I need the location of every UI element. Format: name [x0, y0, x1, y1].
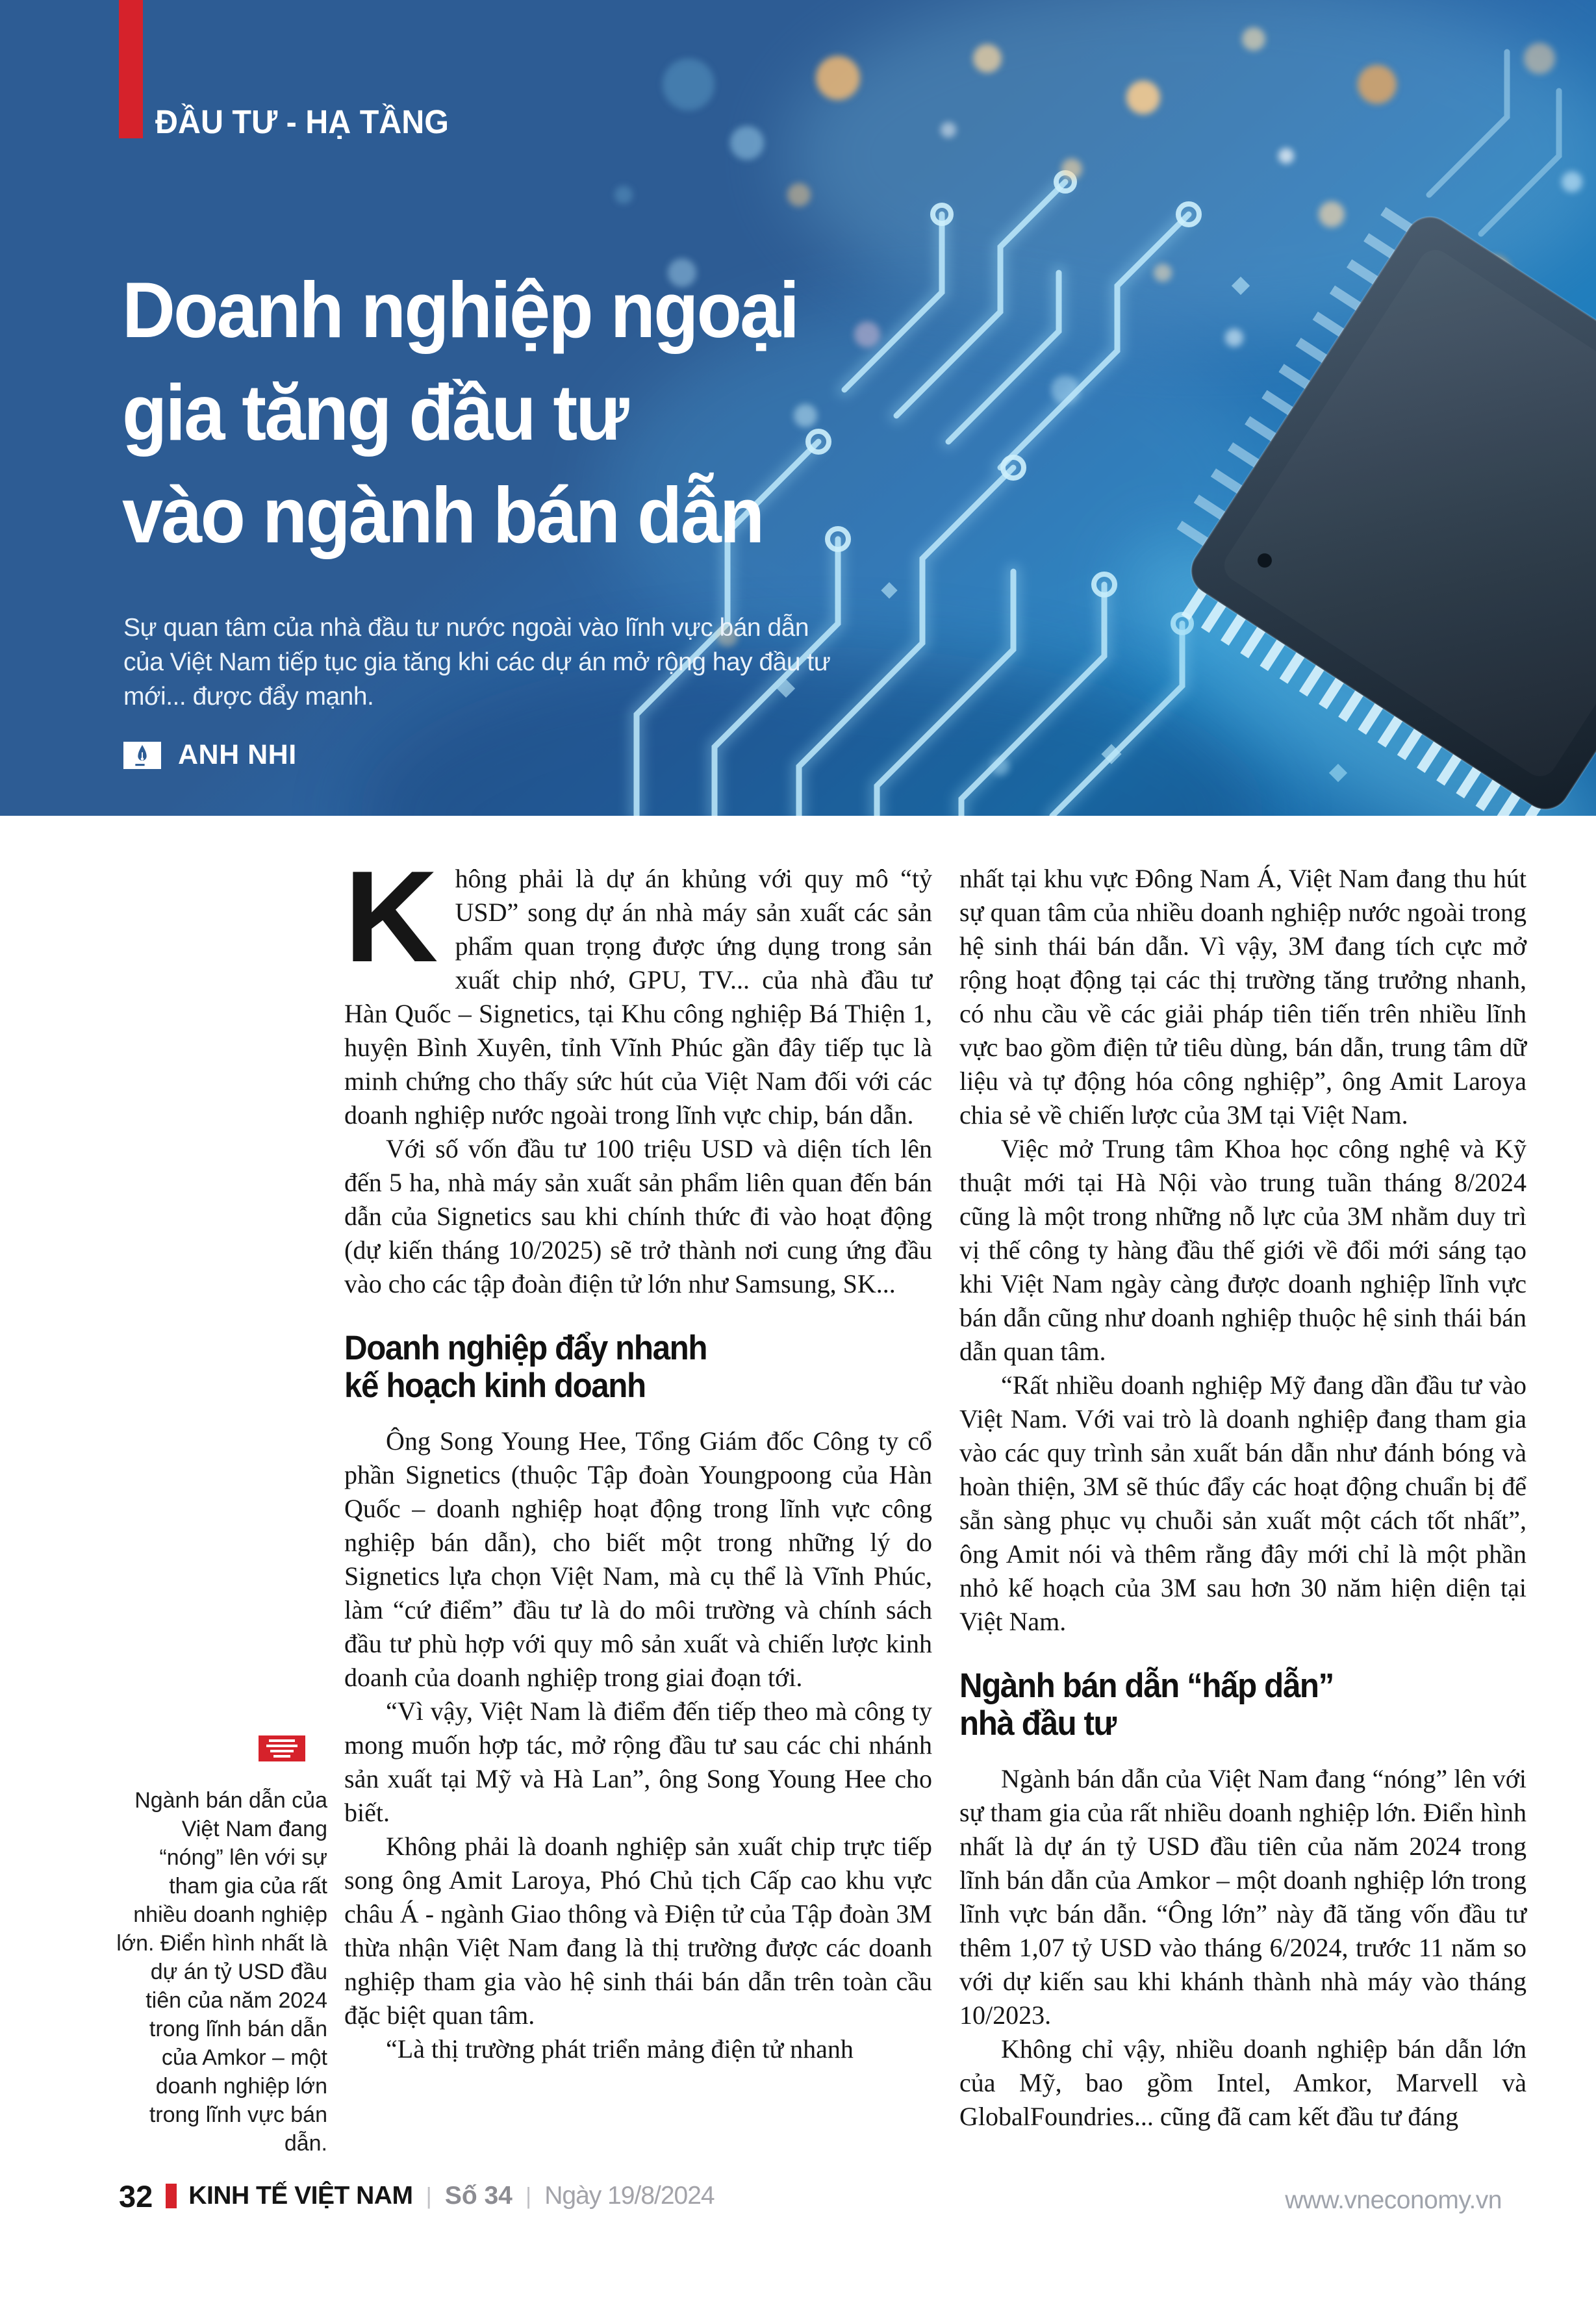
headline-line-2: gia tăng đầu tư [122, 368, 627, 457]
dropcap: K [344, 844, 438, 989]
headline-line-3: vào ngành bán dẫn [122, 471, 763, 559]
section-heading: Ngành bán dẫn “hấp dẫn” nhà đầu tư [959, 1667, 1334, 1743]
section-heading: Doanh nghiệp đẩy nhanh kế hoạch kinh doanh [344, 1329, 707, 1405]
pen-icon [123, 742, 161, 769]
body-paragraph: “Rất nhiều doanh nghiệp Mỹ đang dần đầu tư vào Việt Nam. Với vai trò là doanh nghiệp đang tham gia vào các quy trình sản xuất bán dẫn như đánh bóng và hoàn thiện, 3M sẽ thúc đẩy các hoạt động chuẩn bị để sẵn sàng phục vụ chuỗi sản xuất một cách tốt nhất”, ông Amit nói và thêm rằng đây mới chỉ là một phần nhỏ kế hoạch của 3M sau hơn 30 năm hiện diện tại Việt Nam. [959, 1370, 1526, 1636]
footer-separator: | [425, 2182, 432, 2209]
body-paragraph: “Là thị trường phát triển mảng điện tử nhanh [386, 2034, 854, 2063]
page-number: 32 [119, 2178, 153, 2214]
publication-date: Ngày 19/8/2024 [544, 2182, 715, 2210]
headline-line-1: Doanh nghiệp ngoại [122, 266, 798, 354]
author-name: ANH NHI [178, 739, 297, 770]
article-standfirst: Sự quan tâm của nhà đầu tư nước ngoài vào lĩnh vực bán dẫn của Việt Nam tiếp tục gia tăng khi các dự án mở rộng hay đầu tư mới... được đẩy mạnh. [123, 614, 831, 711]
section-kicker: ĐẦU TƯ - HẠ TẦNG [155, 103, 449, 140]
article-headline [122, 259, 798, 566]
publication-name: KINH TẾ VIỆT NAM [188, 2182, 413, 2210]
body-paragraph: Với số vốn đầu tư 100 triệu USD và diện tích lên đến 5 ha, nhà máy sản xuất sản phẩm liên quan đến bán dẫn của Signetics sau khi chính thức đi vào hoạt động (dự kiến tháng 10/2025) sẽ trở thành nơi cung ứng đầu vào cho các tập đoàn điện tử lớn như Samsung, SK... [344, 1134, 932, 1298]
hero-section [0, 0, 1596, 816]
body-column-2 [959, 862, 1526, 2134]
body-column-1 [344, 844, 932, 2066]
body-paragraph: Ông Song Young Hee, Tổng Giám đốc Công ty cổ phần Signetics (thuộc Tập đoàn Youngpoong của Hàn Quốc – doanh nghiệp hoạt động trong lĩnh vực công nghiệp bán dẫn), cho biết một trong những lý do Signetics lựa chọn Việt Nam, mà cụ thể là Vĩnh Phúc, làm “cứ điểm” đầu tư là do môi trường và chính sách đầu tư phù hợp với quy mô sản xuất và chiến lược kinh doanh của doanh nghiệp trong giai đoạn tới. [344, 1426, 932, 1692]
body-paragraph: “Vì vậy, Việt Nam là điểm đến tiếp theo mà công ty mong muốn hợp tác, mở rộng đầu tư sau các chi nhánh sản xuất tại Mỹ và Hà Lan”, ông Song Young Hee cho biết. [344, 1697, 932, 1827]
note-lines-icon [259, 1735, 305, 1761]
issue-number: Số 34 [444, 2182, 513, 2210]
body-paragraph: Ngành bán dẫn của Việt Nam đang “nóng” lên với sự tham gia của rất nhiều doanh nghiệp lớn. Điển hình nhất là dự án tỷ USD đầu tiên của năm 2024 trong lĩnh bán dẫn của Amkor – một doanh nghiệp lớn trong lĩnh vực bán dẫn. “Ông lớn” này đã tăng vốn đầu tư thêm 1,07 tỷ USD vào tháng 6/2024, trước 11 năm so với dự kiến sau khi khánh thành nhà máy vào tháng 10/2023. [959, 1764, 1526, 2030]
pull-caption [114, 1735, 327, 2158]
body-paragraph: nhất tại khu vực Đông Nam Á, Việt Nam đang thu hút sự quan tâm của nhiều doanh nghiệp nước ngoài trong hệ sinh thái bán dẫn. Vì vậy, 3M đang tích cực mở rộng hoạt động tại các thị trường tăng trưởng nhanh, có nhu cầu về các giải pháp tiên tiến trên nhiều lĩnh vực bao gồm điện tử tiêu dùng, bán dẫn, trung tâm dữ liệu và tự động hóa công nghiệp”, ông Amit Laroya chia sẻ về chiến lược của 3M tại Việt Nam. [959, 864, 1526, 1129]
website-url: www.vneconomy.vn [1285, 2186, 1502, 2214]
kicker-accent-bar [119, 0, 143, 138]
body-paragraph: Không chỉ vậy, nhiều doanh nghiệp bán dẫn lớn của Mỹ, bao gồm Intel, Amkor, Marvell và GlobalFoundries... cũng đã cam kết đầu tư đáng [959, 2034, 1526, 2131]
footer-separator: | [525, 2182, 532, 2209]
body-paragraph: Không phải là dự án khủng với quy mô “tỷ USD” song dự án nhà máy sản xuất các sản phẩm quan trọng được ứng dụng trong sản xuất chip nhớ, GPU, TV... của nhà đầu tư Hàn Quốc – Signetics, tại Khu công nghiệp Bá Thiện 1, huyện Bình Xuyên, tỉnh Vĩnh Phúc gần đây tiếp tục là minh chứng cho thấy sức hút của Việt Nam đối với các doanh nghiệp nước ngoài trong lĩnh vực chip, bán dẫn. [344, 844, 932, 1129]
body-paragraph: Việc mở Trung tâm Khoa học công nghệ và Kỹ thuật mới tại Hà Nội vào trung tuần tháng 8/2024 cũng là một trong những nỗ lực của 3M nhằm duy trì vị thế công ty hàng đầu thế giới về đổi mới sáng tạo khi Việt Nam ngày càng được doanh nghiệp lĩnh vực bán dẫn cũng như doanh nghiệp thuộc hệ sinh thái bán dẫn quan tâm. [959, 1134, 1526, 1366]
footer-left [119, 2180, 715, 2212]
footer-accent-bar [166, 2184, 177, 2208]
byline [123, 739, 297, 771]
body-paragraph: Không phải là doanh nghiệp sản xuất chip trực tiếp song ông Amit Laroya, Phó Chủ tịch Cấp cao khu vực châu Á - ngành Giao thông và Điện tử của Tập đoàn 3M thừa nhận Việt Nam đang là thị trường được các doanh nghiệp tham gia vào hệ sinh thái bán dẫn trên toàn cầu đặc biệt quan tâm. [344, 1832, 932, 2030]
caption-text: Ngành bán dẫn của Việt Nam đang “nóng” lên với sự tham gia của rất nhiều doanh nghiệp lớn. Điển hình nhất là dự án tỷ USD đầu tiên của năm 2024 trong lĩnh bán dẫn của Amkor – một doanh nghiệp lớn trong lĩnh vực bán dẫn. [116, 1788, 327, 2156]
